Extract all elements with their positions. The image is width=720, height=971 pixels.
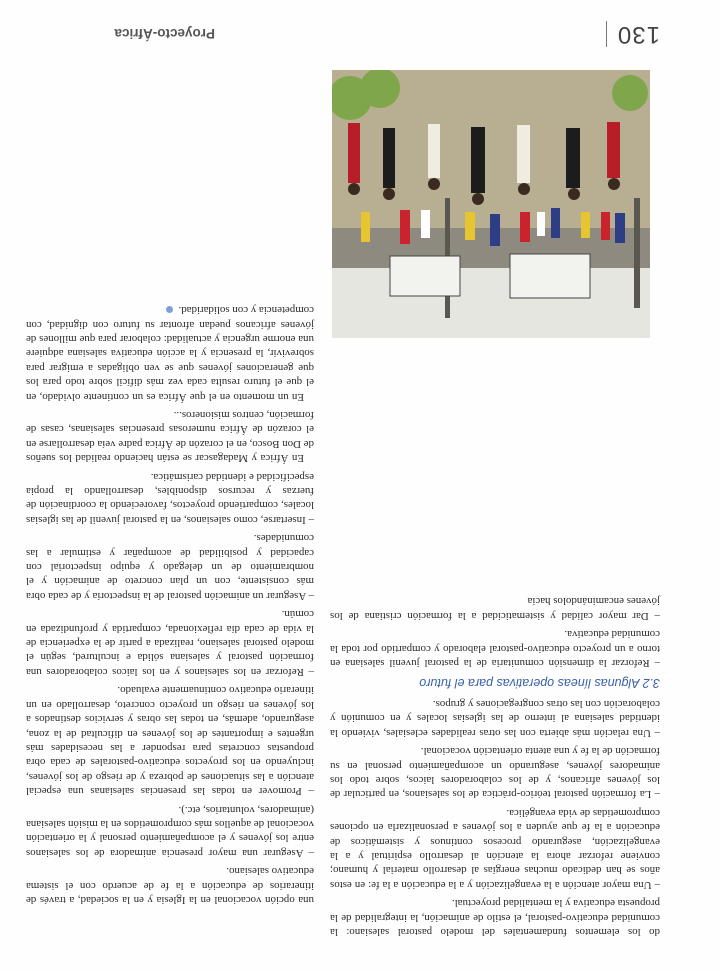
- left-column: [330, 590, 660, 939]
- list-item: – Dar mayor calidad y sistematicidad a la formación cristiana de los jóvenes encaminándolos hacia: [330, 595, 660, 622]
- paragraph: – Asegurar un animación pastoral de la inspectoría y de cada obra más consistente, con un plan concreto de animación y el nombramiento de un delegado y equipo inspectorial con capacidad y posibilidad de acompañar y estimular a las comunidades.: [26, 532, 314, 602]
- paragraph: – Una relación más abierta con las otras realidades eclesiales, viviendo la identidad salesiana al interno de las iglesias locales y en comunión y colaboración con las otras congregaciones y grupos.: [330, 697, 660, 739]
- paragraph: una opción vocacional en la Iglesia y en la sociedad, a través de itinerarios de educación a la fe de acuerdo con el sistema educativo salesiano.: [26, 865, 314, 906]
- paragraph: – Promover en todas las presencias salesianas una especial atención a las situaciones de pobreza y de riesgo de los jóvenes, incluyendo en los proyectos educativo-pastorales de cada obra propuestas concretas para responder a las necesidades más urgentes e importantes de los jóvenes en dificultad de la zona, asegurando, además, en todas las obras y servicios destinados a los jóvenes en riesgo un proyecto concreto, desarrollado en un itinerario educativo continuamente evaluado.: [26, 684, 314, 798]
- paragraph-text: En un momento en el que África es un continente olvidado, en el que el futuro resulta cada vez más difícil sobre todo para los que generaciones jóvenes que se ven obligadas a emigrar para sobrevivir, la presencia y la acción educativa salesiana adquiere una enorme urgencia y actualidad: colaborar para que millones de jóvenes africanos puedan afrontar su futuro con dignidad, con competencia y con solidaridad.: [26, 304, 314, 403]
- paragraph: – La formación pastoral teórico-práctica de los salesianos, en particular de los jóvenes africanos, y de los colaboradores laicos, sobre todo los animadores jóvenes, asegurando un acompañamiento personal en su formación de la fe y una atenta orientación vocacional.: [330, 745, 660, 801]
- page-number: 130: [616, 21, 660, 48]
- paragraph: do los elementos fundamentales del modelo pastoral salesiano: la comunidad educativo-pastoral, el estilo de animación, la integralidad de la propuesta educativa y la mentalidad proyectual.: [330, 897, 660, 938]
- section-heading: 3.2 Algunas líneas operativas para el futuro: [419, 676, 660, 691]
- end-bullet-icon: [166, 306, 173, 313]
- header-rule: [606, 21, 607, 47]
- page-header-right: [114, 19, 215, 49]
- paragraph: – Reforzar en los salesianos y en los laicos colaboradores una formación pastoral y salesiana sólida e incultured, según el modelo pastoral salesiano, realizada a partir de la experiencia de la vida de cada día reflexionada, compartida y profundizada en común.: [26, 608, 314, 678]
- page-header-left: [596, 19, 660, 49]
- paragraph: [26, 303, 314, 404]
- paragraph: – Insertarse, como salesianos, en la pastoral juvenil de las iglesias locales, compartiendo proyectos, favoreciendo la coordinación de fuerzas y recursos disponibles, desarrollando la propia especificidad e identidad carismática.: [26, 470, 314, 526]
- running-title: Proyecto-África: [114, 26, 215, 42]
- basketball-court-photo: [332, 70, 650, 338]
- right-column: [26, 299, 314, 907]
- paragraph: En África y Madagascar se están haciendo realidad los sueños de Don Bosco, en el corazón de África padre veía desarrollarse en el corazón de África numerosas presencias salesianas, casas de formación, centros misioneros...: [26, 409, 314, 465]
- paragraph: – Asegurar una mayor presencia animadora de los salesianos entre los jóvenes y el acompañamiento personal y la orientación vocacional de aquellos más comprometidos en la misión salesiana (animadores, voluntarios, etc.).: [26, 803, 314, 859]
- paragraph: – Una mayor atención a la evangelización y a la educación a la fe: en estos años se han dedicado muchas energías al desarrollo material y humano; conviene reforzar ahora la atención al desarrollo espiritual y a la evangelización, asegurando procesos continuos y sistemáticos de educación a la fe que ayuden a los jóvenes a personalizarla en opciones comprometidas de vida evangélica.: [330, 806, 660, 891]
- list-item: – Reforzar la dimensión comunitaria de la pastoral juvenil salesiana en torno a un proyecto educativo-pastoral elaborado y compartido por toda la comunidad educativa.: [330, 628, 660, 670]
